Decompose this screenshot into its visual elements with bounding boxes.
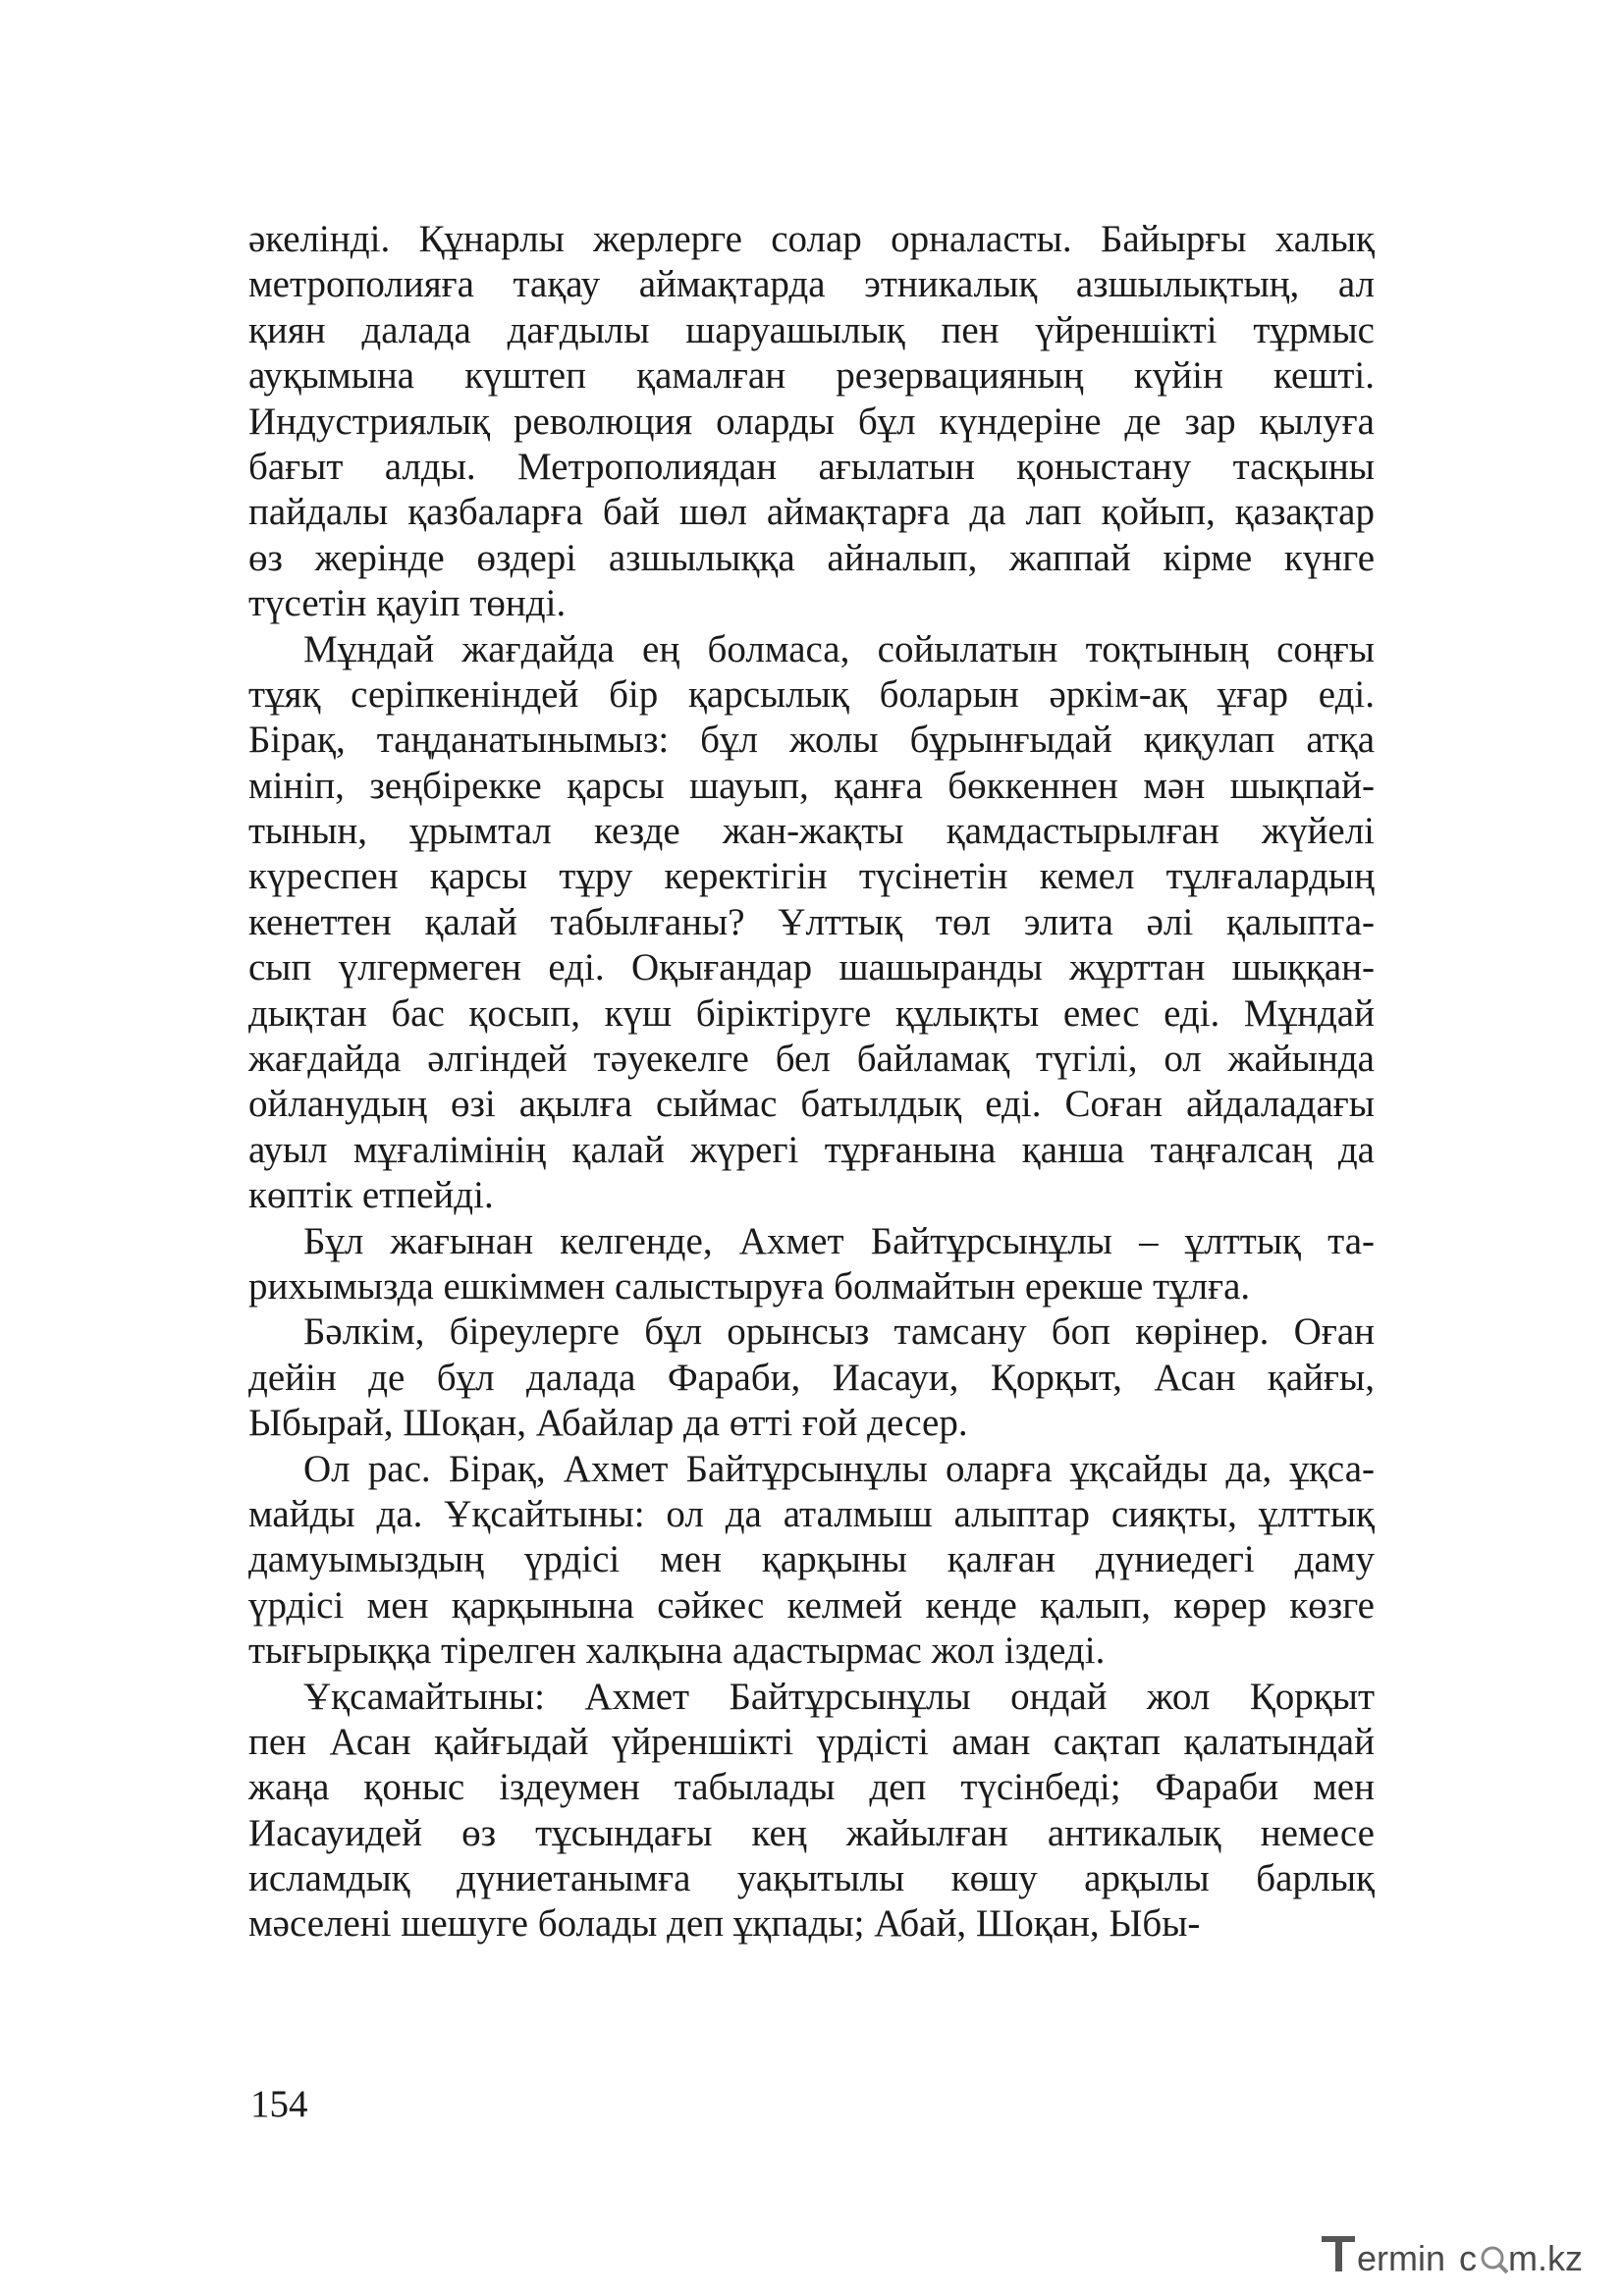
text-line: Бәлкім, біреулерге бұл орынсыз тамсану боп көрінер. Оған bbox=[303, 1310, 1375, 1354]
text-line: Бірақ, таңданатынымыз: бұл жолы бұрынғыдай қиқулап атқа bbox=[248, 719, 1375, 762]
text-line: қиян далада дағдылы шаруашылық пен үйреншікті тұрмыс bbox=[248, 308, 1375, 351]
text-line: Ол рас. Бірақ, Ахмет Байтұрсынұлы оларға ұқсайды да, ұқса- bbox=[303, 1447, 1375, 1490]
text-line: Ұқсамайтыны: Ахмет Байтұрсынұлы ондай жол Қорқыт bbox=[303, 1675, 1375, 1718]
svg-text:c: c bbox=[1459, 2238, 1477, 2278]
text-line: үрдісі мен қарқынына сәйкес келмей кенде қалып, көрер көзге bbox=[248, 1583, 1375, 1627]
text-line: дықтан бас қосып, күш біріктіруге құлықты емес еді. Мұндай bbox=[248, 991, 1375, 1035]
svg-text:m.kz: m.kz bbox=[1508, 2238, 1583, 2278]
text-line: кенеттен қалай табылғаны? Ұлттық төл элита әлі қалыпта- bbox=[248, 900, 1375, 943]
text-line: әкелінді. Құнарлы жерлерге солар орналасты. Байырғы халық bbox=[248, 218, 1375, 260]
text-line: ауқымына күштеп қамалған резервацияның күйін кешті. bbox=[248, 354, 1375, 398]
text-line: жағдайда әлгіндей тәуекелге бел байламақ түгілі, ол жайында bbox=[248, 1038, 1375, 1081]
page-number: 154 bbox=[250, 2083, 308, 2125]
text-line: Мұндай жағдайда ең болмаса, сойылатын тоқтының соңғы bbox=[303, 627, 1375, 670]
body-text bbox=[248, 217, 1375, 1948]
text-line: көптік етпейді. bbox=[248, 1174, 494, 1217]
text-line: мәселені шешуге болады деп ұқпады; Абай, Шоқан, Ыбы- bbox=[248, 1902, 1201, 1946]
svg-text:ermin: ermin bbox=[1357, 2238, 1446, 2278]
text-line: ойланудың өзі ақылға сыймас батылдық еді. Соған айдаладағы bbox=[248, 1083, 1375, 1126]
paragraph bbox=[248, 1309, 1375, 1446]
text-line: метрополияға тақау аймақтарда этникалық азшылықтың, ал bbox=[248, 263, 1375, 306]
paragraph bbox=[248, 627, 1375, 1219]
text-line: рихымызда ешкіммен салыстыруға болмайтын ерекше тұлға. bbox=[248, 1264, 1251, 1308]
text-line: сып үлгермеген еді. Оқығандар шашыранды жұрттан шыққан- bbox=[248, 946, 1375, 989]
text-line: түсетін қауіп төнді. bbox=[248, 582, 567, 625]
text-line: исламдық дүниетанымға уақытылы көшу арқылы барлық bbox=[248, 1857, 1375, 1900]
text-line: дейін де бұл далада Фараби, Иасауи, Қорқыт, Асан қайғы, bbox=[248, 1356, 1375, 1399]
text-line: Бұл жағынан келгенде, Ахмет Байтұрсынұлы – ұлттық та- bbox=[303, 1219, 1375, 1262]
text-line: Индустриялық революция оларды бұл күндеріне де зар қылуға bbox=[248, 400, 1375, 443]
text-line: ауыл мұғалімінің қалай жүрегі тұрғанына қанша таңғалсаң да bbox=[248, 1128, 1375, 1171]
text-line: бағыт алды. Метрополиядан ағылатын қоныстану тасқыны bbox=[248, 445, 1375, 488]
termincom-watermark-logo bbox=[1316, 2222, 1610, 2281]
text-line: күреспен қарсы тұру керектігін түсінетін кемел тұлғалардың bbox=[248, 855, 1375, 898]
paragraph bbox=[248, 1219, 1375, 1310]
text-line: пен Асан қайғыдай үйреншікті үрдісті аман сақтап қалатындай bbox=[248, 1720, 1375, 1763]
text-line: тұяқ серіпкеніндей бір қарсылық боларын әркім-ақ ұғар еді. bbox=[248, 672, 1375, 716]
text-line: мініп, зеңбірекке қарсы шауып, қанға бөккеннен мән шықпай- bbox=[248, 764, 1375, 807]
text-line: жаңа қоныс іздеумен табылады деп түсінбеді; Фараби мен bbox=[248, 1766, 1375, 1809]
text-line: Ыбырай, Шоқан, Абайлар да өтті ғой десер. bbox=[248, 1402, 968, 1445]
text-line: тынын, ұрымтал кезде жан-жақты қамдастырылған жүйелі bbox=[248, 810, 1375, 853]
text-line: өз жерінде өздері азшылыққа айналып, жаппай кірме күнге bbox=[248, 536, 1375, 579]
text-line: майды да. Ұқсайтыны: ол да аталмыш алыптар сияқты, ұлттық bbox=[248, 1492, 1375, 1535]
text-line: дамуымыздың үрдісі мен қарқыны қалған дүниедегі даму bbox=[248, 1538, 1375, 1581]
text-line: Иасауидей өз тұсындағы кең жайылған антикалық немесе bbox=[248, 1811, 1375, 1854]
text-line: пайдалы қазбаларға бай шөл аймақтарға да лап қойып, қазақтар bbox=[248, 491, 1375, 534]
text-line: тығырыққа тірелген халқына адастырмас жол іздеді. bbox=[248, 1629, 1106, 1673]
paragraph bbox=[248, 1675, 1375, 1948]
paragraph bbox=[248, 1447, 1375, 1675]
watermark-logo-icon bbox=[1316, 2222, 1610, 2281]
paragraph bbox=[248, 217, 1375, 627]
